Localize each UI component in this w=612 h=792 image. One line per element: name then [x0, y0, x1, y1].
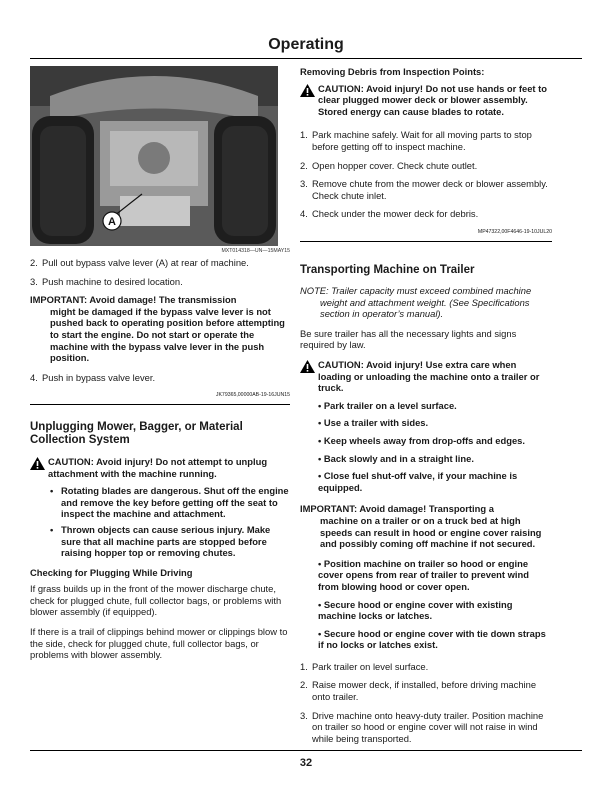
caution-text: CAUTION: Avoid injury! Do not attempt to unplug attachment with the machine running.: [48, 455, 268, 479]
step-3: [300, 710, 552, 745]
caution-text: CAUTION: Avoid injury! Use extra care when loading or unloading the machine onto a trailer or truck.: [318, 359, 540, 394]
step-text: Check under the mower deck for debris.: [312, 208, 479, 220]
important-notice: [300, 503, 552, 549]
list-item: • Position machine on trailer so hood or engine cover opens from rear of trailer to prevent wind from blowing hood or cover open.: [318, 557, 529, 592]
warning-triangle-icon: [30, 456, 48, 479]
footer-divider: [30, 750, 582, 751]
note-lead: NOTE: Trailer capacity must exceed combined machine: [300, 285, 532, 297]
subsection-title-removing-debris: Removing Debris from Inspection Points:: [300, 66, 485, 77]
step-3: [30, 276, 290, 288]
step-number: 3.: [300, 178, 308, 190]
machine-rear-photo: [30, 66, 278, 246]
right-column: [300, 66, 552, 751]
note: [300, 285, 552, 320]
title-divider: [30, 58, 582, 59]
subsection-title-checking: Checking for Plugging While Driving: [30, 566, 193, 578]
caution-notice: [300, 359, 552, 394]
step-3: [300, 178, 552, 201]
caution-notice: [30, 456, 290, 479]
bullet-text: Thrown objects can cause serious injury. Make sure that all machine parts are stopped before raising hopper top or removing chutes.: [61, 523, 271, 559]
paragraph: If grass builds up in the front of the mower discharge chute, check for plugged chute, full collector bags, or problems with blower assembly (if equipped).: [30, 583, 282, 618]
list-item: • Keep wheels away from drop-offs and edges.: [318, 434, 525, 446]
list-item: • Secure hood or engine cover with tie down straps if no locks or latches exist.: [318, 627, 546, 651]
step-number: 2.: [30, 257, 38, 268]
reference-code: JK79365,00000AB-19-16JUN15: [30, 390, 290, 405]
step-2: [300, 160, 552, 172]
paragraph: If there is a trail of clippings behind mower or clippings blow to the side, check for plugged chute, full collector bags, or problems with blower assembly.: [30, 626, 288, 661]
page-number: 32: [299, 757, 313, 769]
step-1: [300, 129, 552, 152]
step-2: [30, 257, 290, 269]
step-4: [300, 208, 552, 220]
important-text: machine on a trailer or on a truck bed at high speeds can result in hood or engine cover raising and possibly coming off machine if not secured.: [320, 514, 542, 550]
step-text: Raise mower deck, if installed, before driving machine onto trailer.: [312, 679, 537, 703]
step-2: [300, 679, 552, 702]
caution-notice: [300, 83, 552, 118]
important-notice: [30, 294, 290, 364]
step-number: 4.: [30, 371, 38, 383]
step-number: 3.: [30, 275, 38, 287]
caution-bullets: [30, 485, 290, 559]
paragraph: Be sure trailer has all the necessary lights and signs required by law.: [300, 327, 517, 351]
step-number: 1.: [300, 660, 308, 672]
bullet-text: Rotating blades are dangerous. Shut off the engine and remove the key before getting off the seat to inspect the machine and attachment.: [61, 485, 289, 520]
step-number: 4.: [300, 208, 308, 220]
callout-label: A: [108, 216, 116, 228]
caution-text: CAUTION: Avoid injury! Do not use hands or feet to clear plugged mower deck or blower assembly. Stored energy can cause blades to rotate.: [318, 82, 547, 117]
left-column: [30, 66, 290, 669]
step-text: Drive machine onto heavy-duty trailer. Position machine on trailer so hood or engine cover will not raise in wind while being transported.: [312, 709, 544, 744]
list-item: • Back slowly and in a straight line.: [318, 452, 474, 464]
warning-triangle-icon: [300, 83, 318, 118]
important-lead: IMPORTANT: Avoid damage! The transmission: [30, 294, 237, 306]
note-text: weight and attachment weight. (See Specifications section in operator’s manual).: [320, 296, 530, 320]
figure-caption: MXT014318—UN—15MAY15: [221, 248, 290, 254]
step-4: [30, 372, 290, 384]
list-item: • Thrown objects can cause serious injury. Make sure that all machine parts are stopped before raising hopper top or removing chutes.: [50, 524, 290, 559]
machine-rear-illustration: [30, 66, 278, 246]
step-text: Park machine safely. Wait for all moving parts to stop before getting off to inspect machine.: [312, 129, 532, 152]
step-text: Park trailer on level surface.: [312, 660, 429, 672]
step-number: 3.: [300, 709, 308, 721]
step-number: 2.: [300, 679, 308, 691]
list-item: • Close fuel shut-off valve, if your machine is equipped.: [318, 470, 518, 493]
page-title: Operating: [268, 36, 344, 53]
list-item: • Secure hood or engine cover with existing machine locks or latches.: [318, 598, 513, 622]
step-number: 1.: [300, 129, 308, 141]
step-text: Push in bypass valve lever.: [42, 371, 156, 383]
important-lead: IMPORTANT: Avoid damage! Transporting a: [300, 503, 494, 515]
section-title-transporting: Transporting Machine on Trailer: [300, 263, 475, 276]
section-title-unplugging: Unplugging Mower, Bagger, or Material Collection System: [30, 420, 243, 447]
list-item: • Rotating blades are dangerous. Shut off the engine and remove the key before getting off the seat to inspect the machine and attachment.: [50, 485, 289, 520]
important-text: might be damaged if the bypass valve lever is not pushed back to operating position before attempting to start the engine. Do not start or operate the machine with the bypass valve lever in the push position.: [50, 305, 285, 364]
reference-code: MP47322,00F4646-19-10JUL20: [300, 227, 552, 242]
warning-triangle-icon: [300, 359, 318, 394]
step-text: Pull out bypass valve lever (A) at rear of machine.: [42, 257, 249, 268]
step-text: Remove chute from the mower deck or blower assembly. Check chute inlet.: [312, 178, 548, 201]
step-1: [300, 661, 552, 673]
step-text: Push machine to desired location.: [42, 275, 183, 287]
list-item: • Park trailer on a level surface.: [318, 399, 457, 411]
step-text: Open hopper cover. Check chute outlet.: [312, 159, 478, 171]
list-item: • Use a trailer with sides.: [318, 417, 429, 429]
step-number: 2.: [300, 159, 308, 171]
